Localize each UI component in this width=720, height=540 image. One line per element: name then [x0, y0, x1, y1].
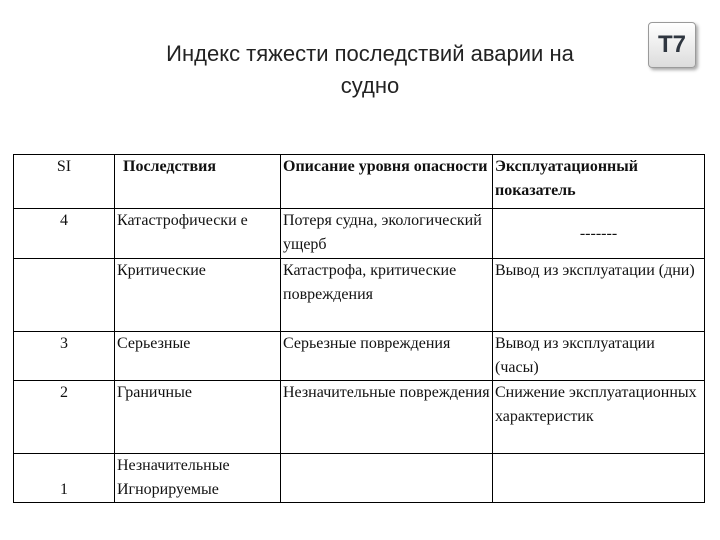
table-header-row — [14, 155, 705, 209]
table-cell-consequences: Критические — [115, 259, 281, 332]
header-indicator: Эксплуатационный показатель — [493, 155, 705, 209]
table-cell-si: 3 — [14, 332, 115, 381]
header-consequences: Последствия — [115, 155, 281, 209]
header-si: SI — [14, 155, 115, 209]
slide-title-line-1: Индекс тяжести последствий аварии на — [166, 41, 574, 66]
severity-table — [13, 154, 705, 503]
table-row — [14, 454, 705, 503]
table-cell-description: Потеря судна, экологический ущерб — [281, 209, 493, 259]
table-cell-indicator: Вывод из эксплуатации (дни) — [493, 259, 705, 332]
table-row — [14, 209, 705, 259]
table-cell-indicator: Вывод из эксплуатации (часы) — [493, 332, 705, 381]
table-row — [14, 381, 705, 454]
table-cell-description: Серьезные повреждения — [281, 332, 493, 381]
table-cell-indicator: ------- — [493, 209, 705, 259]
table-cell-description: Катастрофа, критические повреждения — [281, 259, 493, 332]
table-cell-indicator — [493, 454, 705, 503]
table-cell-consequences: Граничные — [115, 381, 281, 454]
table-cell-consequences: Катастрофически е — [115, 209, 281, 259]
slide-badge: T7 — [648, 22, 696, 68]
table-cell-si: 2 — [14, 381, 115, 454]
slide-title-line-2: судно — [340, 73, 400, 98]
table-cell-si: 1 — [14, 454, 115, 503]
slide-title — [110, 38, 630, 102]
table-cell-si: 4 — [14, 209, 115, 259]
table-cell-consequences: Незначительные Игнорируемые — [115, 454, 281, 503]
table-row — [14, 259, 705, 332]
table-cell-consequences: Серьезные — [115, 332, 281, 381]
table-cell-indicator: Снижение эксплуатационных характеристик — [493, 381, 705, 454]
header-description: Описание уровня опасности — [281, 155, 493, 209]
table-cell-description: Незначительные повреждения — [281, 381, 493, 454]
table-row — [14, 332, 705, 381]
table-cell-si — [14, 259, 115, 332]
table-cell-description — [281, 454, 493, 503]
